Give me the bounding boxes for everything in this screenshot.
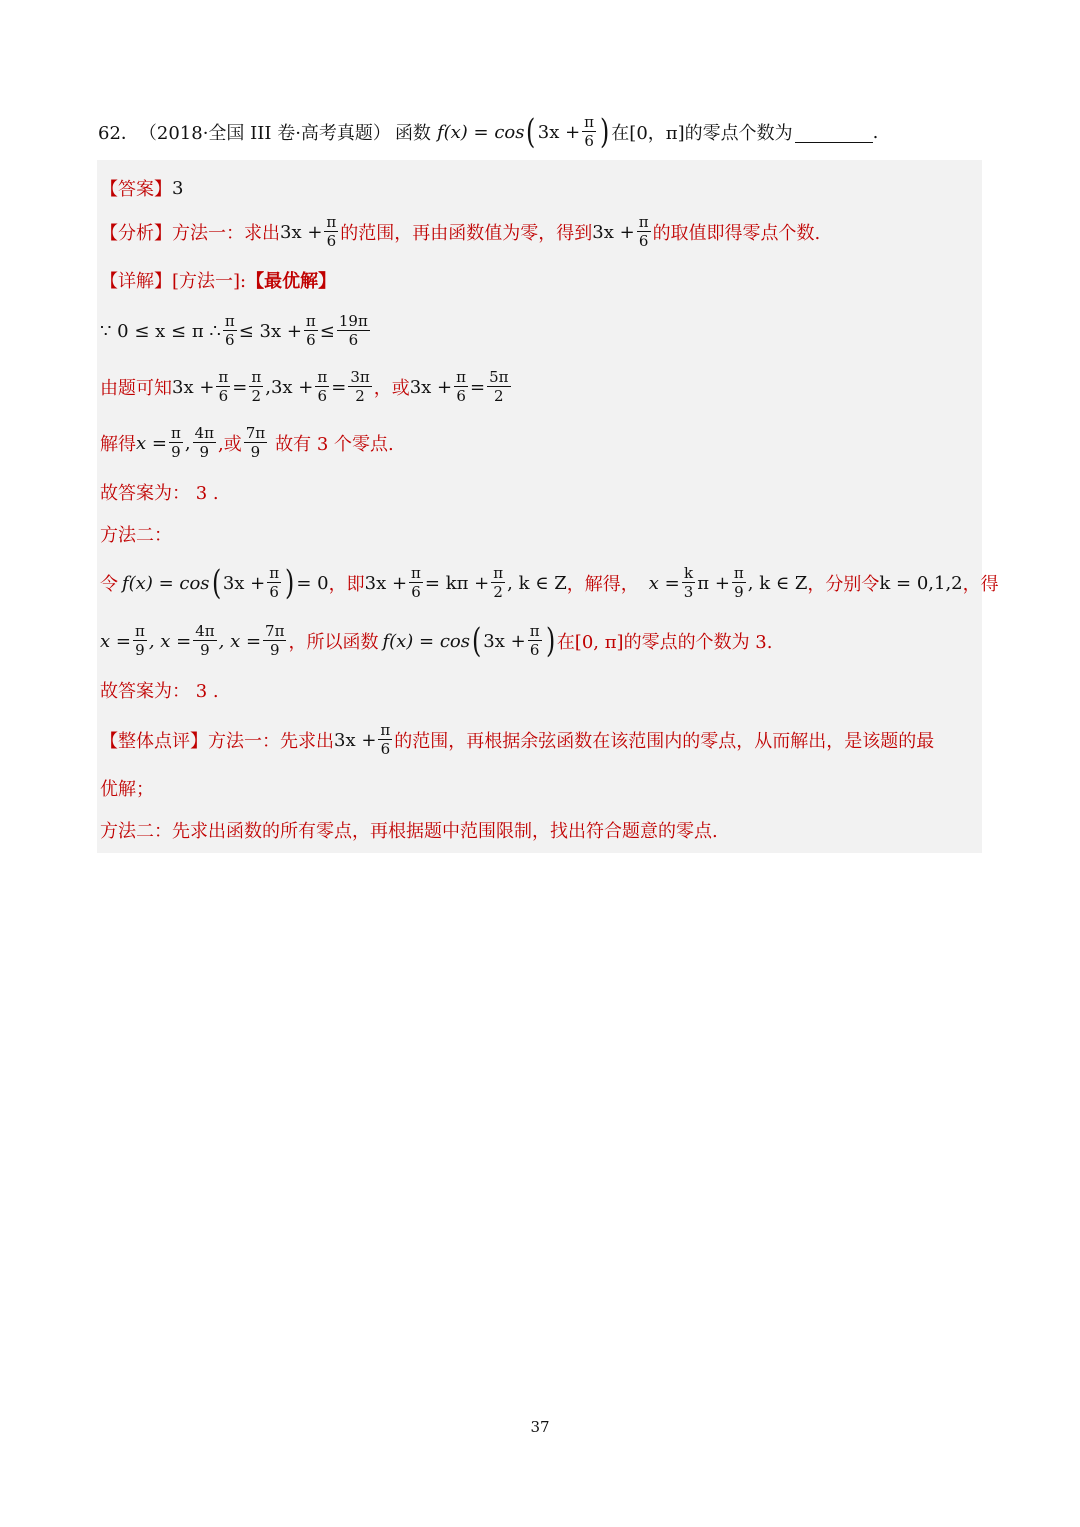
answer-blank xyxy=(795,122,873,143)
analysis-label: 【分析】 xyxy=(100,223,172,244)
question-text: 函数 xyxy=(394,123,431,144)
step2-line: 由题可知 3x + $\frac{\pi}{6}$ = $\frac{\pi}{2}$ ,3x + $\frac{\pi}{6}$ = $\frac{3\pi}{2}$ ，或 3x + $\frac{\pi}{6}$ = $\frac{5\pi}{2}$ xyxy=(100,368,509,405)
step3-line: 解得 x = $\frac{\pi}{9}$ , $\frac{4\pi}{9}$ ,或 $\frac{7\pi}{9}$ 故有 3 个零点. xyxy=(100,424,394,461)
method2-title: 方法二： xyxy=(100,525,172,546)
step1-line: ∵ 0 ≤ x ≤ π ∴ $\frac{\pi}{6}$ ≤ 3x + $\frac{\pi}{6}$ ≤ $\frac{19\pi}{6}$ xyxy=(100,312,368,349)
detail-label: 【详解】 xyxy=(100,271,172,292)
review-label: 【整体点评】 xyxy=(100,731,208,752)
review-line2: 优解； xyxy=(100,779,154,800)
analysis-line: 【分析】 方法一：求出 3x + $\frac{\pi}{6}$ 的范围，再由函数值为零，得到 3x + $\frac{\pi}{6}$ 的取值即得零点个数. xyxy=(100,213,821,250)
review-line3: 方法二：先求出函数的所有零点，再根据题中范围限制，找出符合题意的零点. xyxy=(100,821,718,842)
method-tag: [方法一]: xyxy=(172,271,247,292)
best-tag: 【最优解】 xyxy=(246,271,337,292)
question-fraction: $\frac{\pi}{6}$ xyxy=(584,113,595,150)
conclusion-2: 故答案为： 3 . xyxy=(100,681,219,702)
detail-line xyxy=(100,260,976,300)
answer-line xyxy=(100,168,976,208)
question-interval: 在[0，π]的零点个数为 xyxy=(611,123,793,144)
review-line1: 【整体点评】 方法一：先求出 3x + $\frac{\pi}{6}$ 的范围，再根据余弦函数在该范围内的零点，从而解出，是该题的最 xyxy=(100,721,935,758)
answer-label: 【答案】 xyxy=(100,179,172,200)
question-line: 62． （2018·全国 III 卷·高考真题） 函数 f(x) = cos ( 3x + $\frac{\pi}{6}$ ) 在[0，π]的零点个数为 . xyxy=(98,112,879,152)
question-source: （2018·全国 III 卷·高考真题） xyxy=(138,123,391,144)
question-number: 62． xyxy=(98,123,139,144)
question-func: f(x) = cos xyxy=(436,121,525,143)
question-inner: 3x + xyxy=(537,121,581,143)
page-number: 37 xyxy=(530,1418,550,1436)
method2-line1: 令 f(x) = cos ( 3x + $\frac{\pi}{6}$ ) = 0 ，即 3x + $\frac{\pi}{6}$ = kπ + $\frac{\pi}{2}$ , k ∈ Z ，解得， x = $\frac{k}{3}$ π + $\frac{\pi}{9}$ , k ∈ Z ，分别令 k = 0,1,2 ，得 xyxy=(100,563,999,603)
method2-line2: x = $\frac{\pi}{9}$ , x = $\frac{4\pi}{9}$ , x = $\frac{7\pi}{9}$ ，所以函数 f(x) = cos ( 3x + $\frac{\pi}{6}$ ) 在[0, π]的零点的个数为 3. xyxy=(100,621,773,661)
answer-value: 3 xyxy=(172,177,184,199)
solution-box xyxy=(97,160,999,853)
conclusion-1: 故答案为： 3 . xyxy=(100,483,219,504)
